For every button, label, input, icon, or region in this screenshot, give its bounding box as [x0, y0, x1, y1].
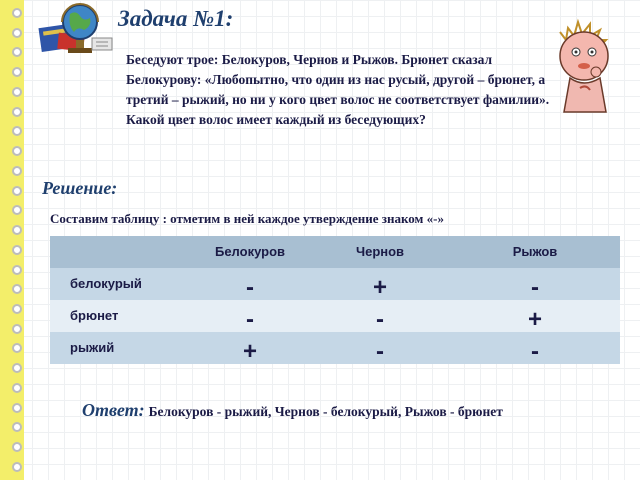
table-cell: - [246, 274, 254, 301]
binder-ring [12, 166, 22, 176]
answer-text: Белокуров - рыжий, Чернов - белокурый, Рыжов - брюнет [148, 404, 503, 419]
binder-rings [12, 8, 26, 472]
binder-ring [12, 146, 22, 156]
binder-ring [12, 383, 22, 393]
logic-table [50, 236, 620, 364]
table-instruction: Составим таблицу : отметим в ней каждое утверждение знаком «-» [50, 211, 444, 226]
binder-ring [12, 107, 22, 117]
binder-ring [12, 403, 22, 413]
binder-ring [12, 186, 22, 196]
problem-statement: Беседуют трое: Белокуров, Чернов и Рыжов. Брюнет сказал Белокурову: «Любопытно, что один из нас русый, другой – брюнет, а третий – рыжий, но ни у кого цвет волос не соответствует фамилии». Какой цвет волос имеет каждый из беседующих? [126, 52, 550, 127]
table-cell: - [531, 274, 539, 301]
binder-ring [12, 205, 22, 215]
binder-ring [12, 422, 22, 432]
solution-heading: Решение: [42, 178, 118, 198]
binder-ring [12, 462, 22, 472]
header-cell-chernov: Чернов [355, 244, 405, 259]
globe-books-illustration [36, 0, 118, 60]
table-cell: - [531, 338, 539, 365]
binder-ring [12, 245, 22, 255]
binder-ring [12, 363, 22, 373]
table-cell: - [376, 306, 384, 333]
table-row-redhead [50, 332, 620, 364]
binder-ring [12, 442, 22, 452]
row-label-cell: брюнет [70, 308, 119, 323]
binder-ring [12, 67, 22, 77]
header-cell-ryzhov: Рыжов [512, 244, 558, 259]
binder-ring [12, 304, 22, 314]
answer-line [82, 400, 503, 421]
binder-ring [12, 343, 22, 353]
binder-ring [12, 87, 22, 97]
table-cell: + [527, 306, 542, 333]
table-cell: + [372, 274, 387, 301]
header-cell-belokurov: Белокуров [214, 244, 286, 259]
binder-ring [12, 28, 22, 38]
table-cell: + [242, 338, 257, 365]
table-header-row [50, 236, 620, 268]
table-cell: - [376, 338, 384, 365]
binder-ring [12, 265, 22, 275]
table-row-brunette [50, 300, 620, 332]
binder-ring [12, 225, 22, 235]
binder-ring [12, 47, 22, 57]
binder-ring [12, 284, 22, 294]
table-cell: - [246, 306, 254, 333]
row-label-cell: белокурый [70, 276, 142, 291]
row-label-cell: рыжий [70, 340, 115, 355]
binder-ring [12, 8, 22, 18]
table-row-blond [50, 268, 620, 300]
binder-ring [12, 324, 22, 334]
answer-label: Ответ: [82, 400, 145, 420]
binder-ring [12, 126, 22, 136]
task-title: Задача №1: [118, 6, 234, 31]
